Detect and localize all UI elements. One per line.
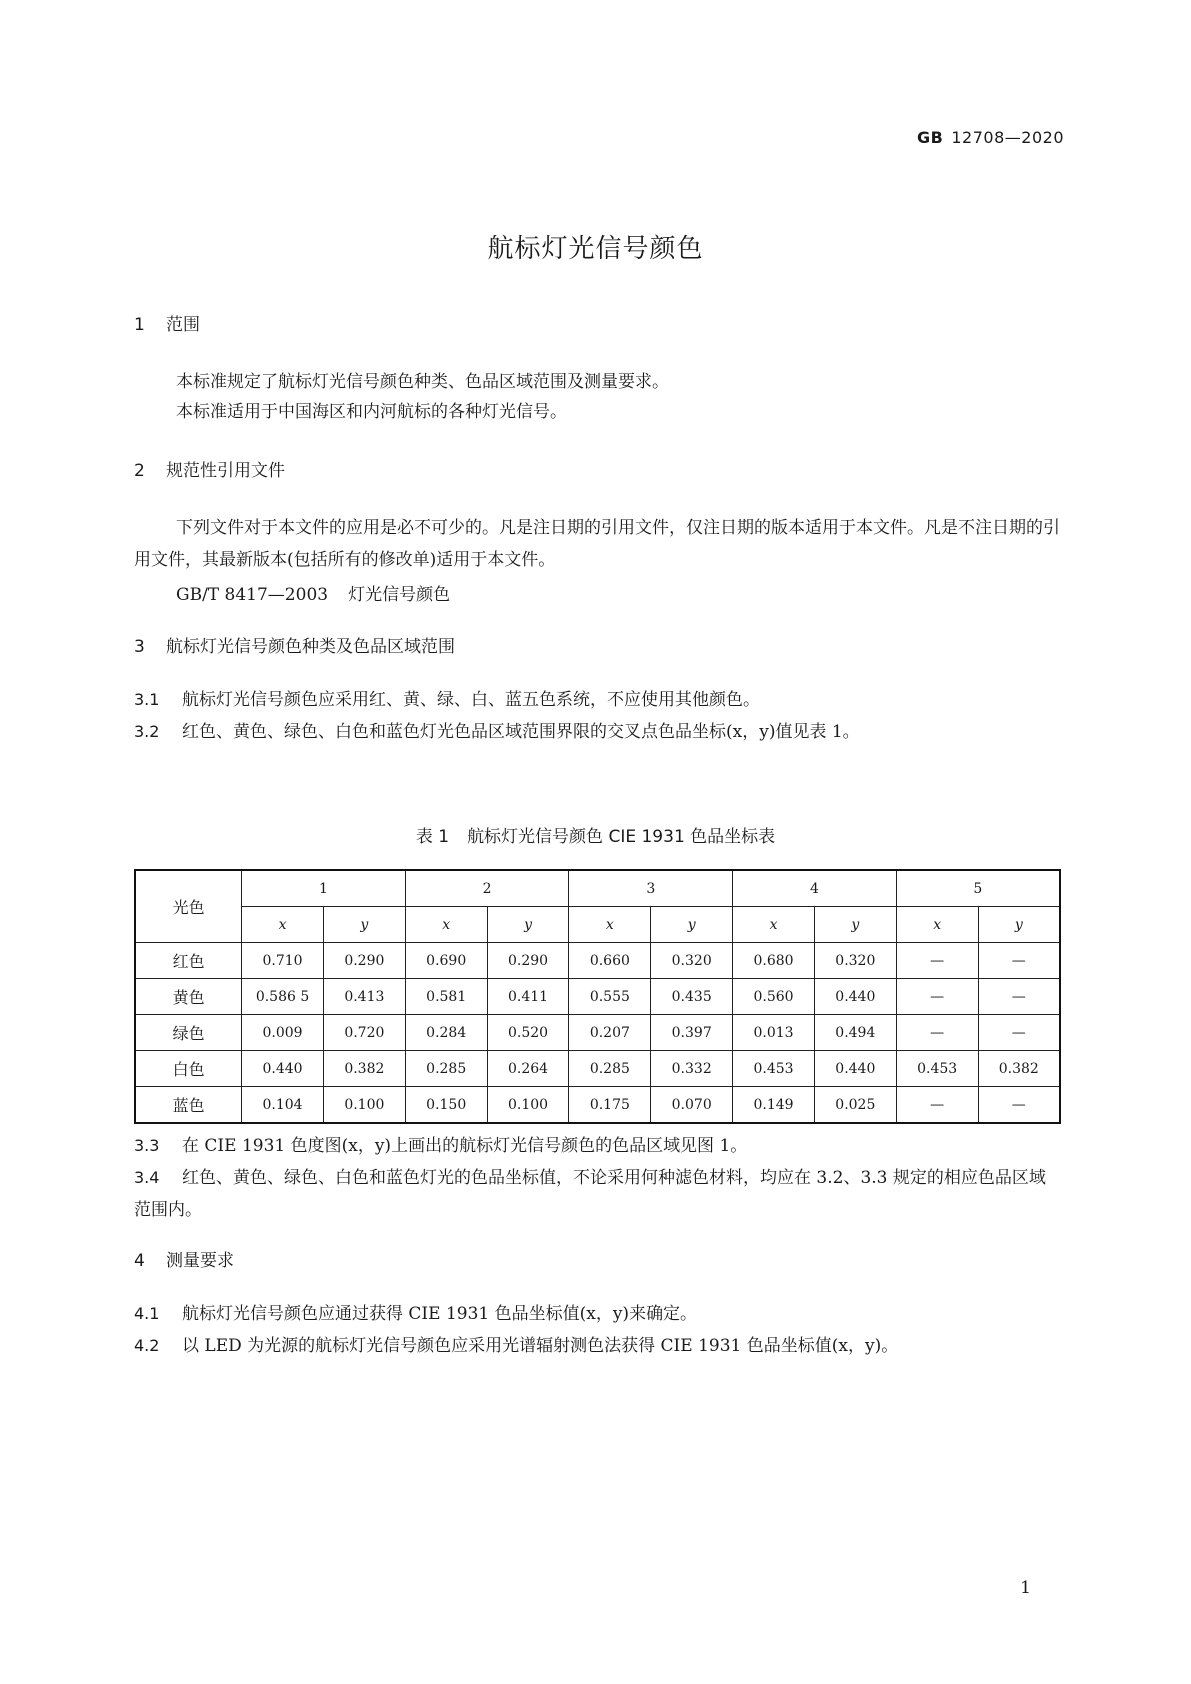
coordinate-cell: 0.070 [651,1087,733,1124]
header-point-5: 5 [896,870,1060,907]
table-row [135,943,1060,979]
header-y: y [814,907,896,943]
coordinate-cell: 0.175 [569,1087,651,1124]
coordinate-cell: — [896,943,978,979]
coordinate-cell: 0.660 [569,943,651,979]
section-1-heading [134,310,200,335]
coordinate-cell: 0.710 [242,943,324,979]
coordinate-cell: 0.100 [323,1087,405,1124]
table-row [135,979,1060,1015]
coordinate-cell: 0.013 [733,1015,815,1051]
coordinate-cell: 0.680 [733,943,815,979]
document-title: 航标灯光信号颜色 [487,234,704,264]
coordinate-cell: — [896,1087,978,1124]
table-row [135,1087,1060,1124]
coordinate-cell: 0.397 [651,1015,733,1051]
coordinate-cell: 0.285 [405,1051,487,1087]
header-light-color: 光色 [135,870,242,943]
coordinate-cell: 0.290 [323,943,405,979]
header-y: y [323,907,405,943]
row-light-color: 黄色 [135,979,242,1015]
coordinate-cell: 0.320 [814,943,896,979]
coordinate-cell: 0.440 [814,979,896,1015]
section-2-heading [134,456,285,481]
coordinate-cell: 0.581 [405,979,487,1015]
section-1-para-2: 本标准适用于中国海区和内河航标的各种灯光信号。 [176,402,567,422]
header-x: x [569,907,651,943]
reference-code: GB/T 8417—2003 [176,585,329,605]
coordinate-cell: 0.413 [323,979,405,1015]
header-x: x [733,907,815,943]
section-2-para-1: 下列文件对于本文件的应用是必不可少的。凡是注日期的引用文件，仅注日期的版本适用于本文件。凡是不注日期的引用文件，其最新版本(包括所有的修改单)适用于本文件。 [134,518,1060,570]
clause-3-1: 3.1 航标灯光信号颜色应采用红、黄、绿、白、蓝五色系统，不应使用其他颜色。 [134,690,760,710]
coordinate-cell: 0.440 [242,1051,324,1087]
section-title: 测量要求 [166,1251,234,1271]
header-y: y [487,907,569,943]
coordinate-cell: 0.207 [569,1015,651,1051]
header-point-2: 2 [405,870,569,907]
header-x: x [896,907,978,943]
section-title: 范围 [166,315,200,335]
coordinate-cell: 0.520 [487,1015,569,1051]
coordinate-cell: 0.332 [651,1051,733,1087]
coordinate-cell: 0.320 [651,943,733,979]
section-number: 4 [134,1251,145,1271]
header-y: y [651,907,733,943]
coordinate-cell: 0.453 [733,1051,815,1087]
coordinate-cell: 0.150 [405,1087,487,1124]
coordinate-cell: 0.560 [733,979,815,1015]
coordinate-cell: 0.009 [242,1015,324,1051]
row-light-color: 绿色 [135,1015,242,1051]
coordinate-cell: 0.555 [569,979,651,1015]
coordinate-cell: 0.284 [405,1015,487,1051]
row-light-color: 白色 [135,1051,242,1087]
coordinate-cell: 0.025 [814,1087,896,1124]
coordinate-cell: — [896,979,978,1015]
section-4-heading [134,1246,234,1271]
normative-reference [176,580,450,605]
coordinate-cell: 0.494 [814,1015,896,1051]
header-point-1: 1 [242,870,406,907]
coordinate-cell: 0.100 [487,1087,569,1124]
section-number: 3 [134,637,145,657]
header-point-4: 4 [733,870,897,907]
coordinate-cell: 0.690 [405,943,487,979]
coordinate-cell: 0.453 [896,1051,978,1087]
page-number: 1 [1020,1578,1031,1598]
reference-title: 灯光信号颜色 [348,585,451,605]
coordinate-cell: — [978,1015,1060,1051]
section-1-para-1: 本标准规定了航标灯光信号颜色种类、色品区域范围及测量要求。 [176,372,669,392]
clause-3-2: 3.2 红色、黄色、绿色、白色和蓝色灯光色品区域范围界限的交叉点色品坐标(x，y)值见表 1。 [134,722,860,742]
clause-4-2: 4.2 以 LED 为光源的航标灯光信号颜色应采用光谱辐射测色法获得 CIE 1931 色品坐标值(x，y)。 [134,1336,899,1356]
coordinate-cell: 0.290 [487,943,569,979]
header-x: x [242,907,324,943]
coordinate-cell: 0.285 [569,1051,651,1087]
header-x: x [405,907,487,943]
row-light-color: 蓝色 [135,1087,242,1124]
standard-header [917,128,1064,147]
table-row [135,1051,1060,1087]
section-title: 规范性引用文件 [166,461,285,481]
coordinate-cell: 0.440 [814,1051,896,1087]
header-point-3: 3 [569,870,733,907]
section-number: 2 [134,461,145,481]
table-number: 表 1 [415,827,450,847]
coordinate-cell: 0.720 [323,1015,405,1051]
table-caption [0,822,1191,847]
section-3-heading [134,632,455,657]
table-subheader-row [135,907,1060,943]
row-light-color: 红色 [135,943,242,979]
clause-3-4: 3.4 红色、黄色、绿色、白色和蓝色灯光的色品坐标值，不论采用何种滤色材料，均应在 3.2、3.3 规定的相应色品区域范围内。 [134,1168,1046,1220]
standard-number: 12708—2020 [951,128,1064,147]
coordinate-cell: 0.104 [242,1087,324,1124]
coordinate-cell: 0.586 5 [242,979,324,1015]
coordinate-cell: 0.382 [323,1051,405,1087]
clause-4-1: 4.1 航标灯光信号颜色应通过获得 CIE 1931 色品坐标值(x，y)来确定。 [134,1304,698,1324]
coordinate-cell: — [978,943,1060,979]
standard-prefix: GB [917,128,944,147]
section-number: 1 [134,315,145,335]
coordinate-cell: 0.435 [651,979,733,1015]
table-header-row [135,870,1060,907]
section-title: 航标灯光信号颜色种类及色品区域范围 [166,637,455,657]
clause-3-3: 3.3 在 CIE 1931 色度图(x，y)上画出的航标灯光信号颜色的色品区域见图 1。 [134,1136,748,1156]
table-title: 航标灯光信号颜色 CIE 1931 色品坐标表 [467,827,776,847]
chromaticity-table [134,869,1061,1124]
coordinate-cell: — [978,1087,1060,1124]
table-row [135,1015,1060,1051]
coordinate-cell: 0.411 [487,979,569,1015]
coordinate-cell: 0.382 [978,1051,1060,1087]
coordinate-cell: — [978,979,1060,1015]
coordinate-cell: — [896,1015,978,1051]
header-y: y [978,907,1060,943]
coordinate-cell: 0.264 [487,1051,569,1087]
coordinate-cell: 0.149 [733,1087,815,1124]
